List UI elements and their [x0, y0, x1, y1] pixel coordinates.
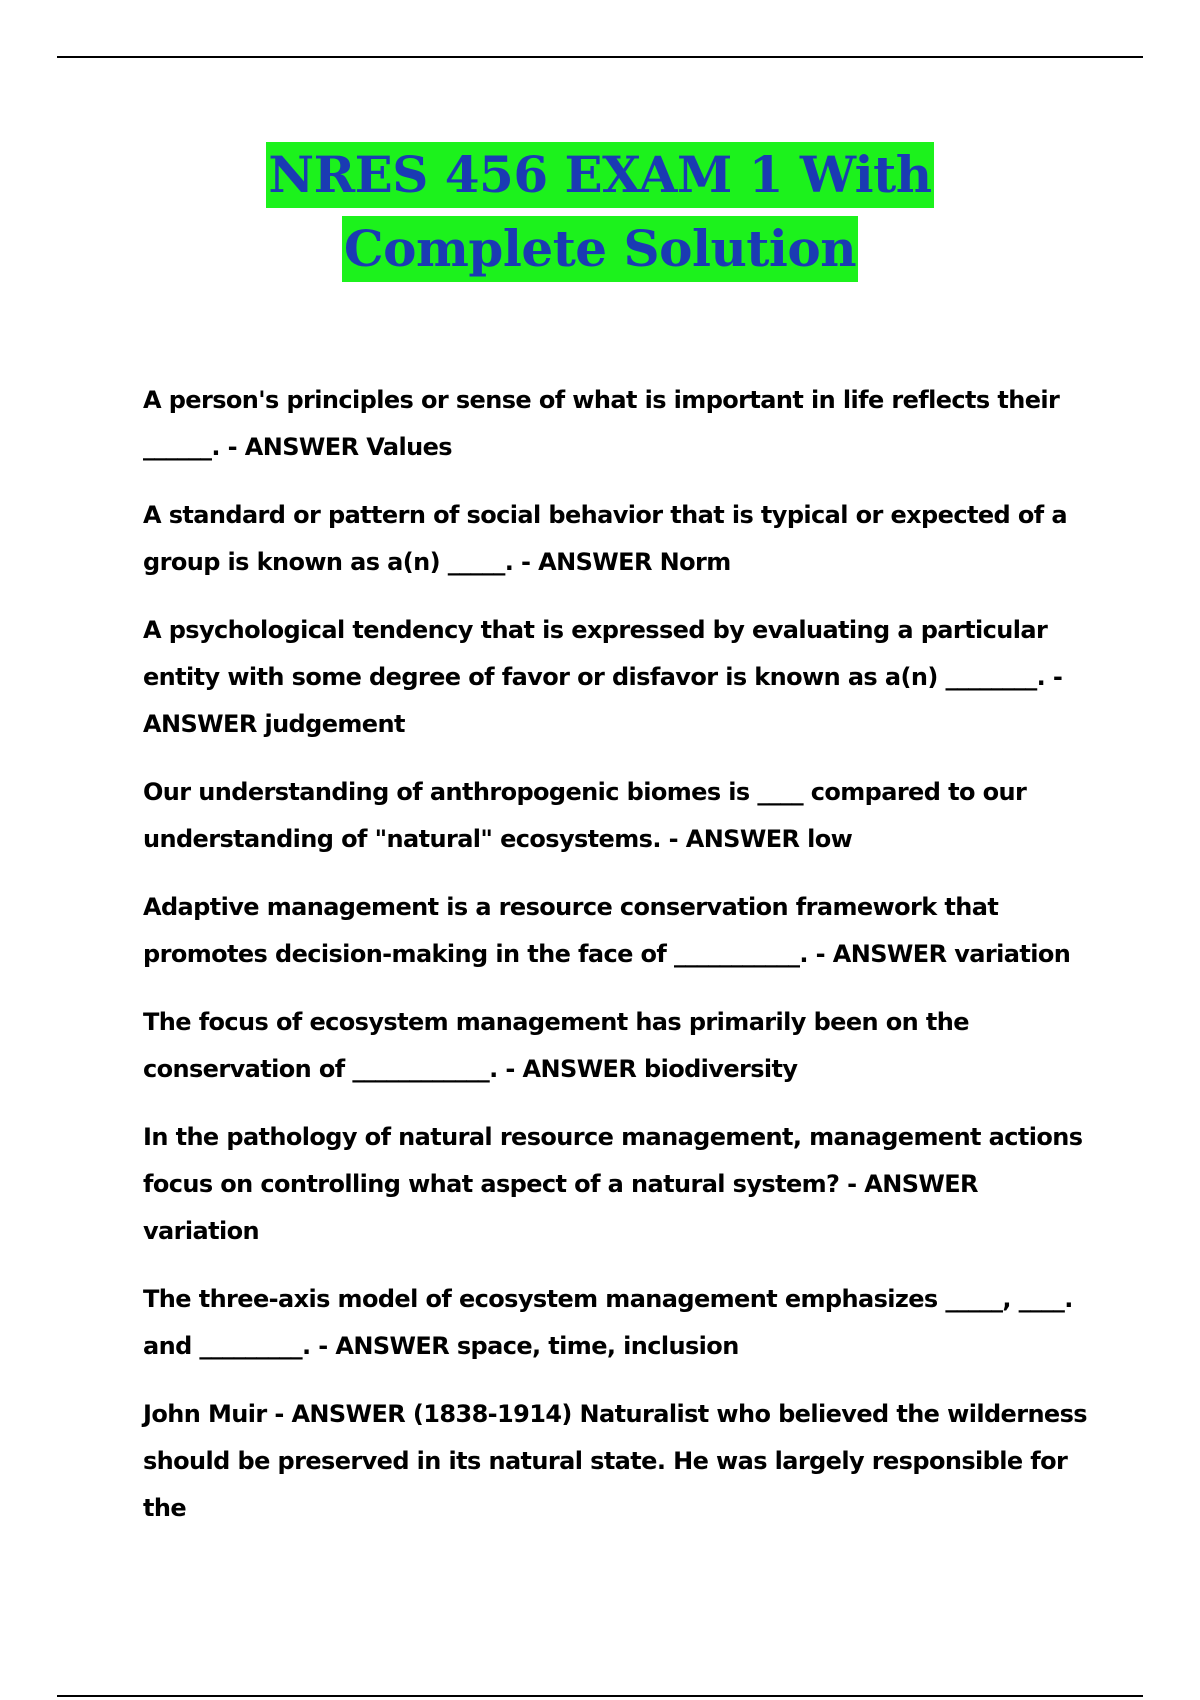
question-answer-list: [143, 377, 1093, 1553]
qa-item: Our understanding of anthropogenic biomes is ____ compared to our understanding of "natural" ecosystems. - ANSWER low: [143, 778, 1027, 853]
qa-item: In the pathology of natural resource management, management actions focus on controlling what aspect of a natural system? - ANSWER variation: [143, 1123, 1083, 1245]
qa-item: The three-axis model of ecosystem management emphasizes _____, ____. and _________. - ANSWER space, time, inclusion: [143, 1285, 1073, 1360]
qa-item: A standard or pattern of social behavior that is typical or expected of a group is known as a(n) _____. - ANSWER Norm: [143, 501, 1067, 576]
qa-item: The focus of ecosystem management has primarily been on the conservation of ____________. - ANSWER biodiversity: [143, 1008, 969, 1083]
title-line-2: Complete Solution: [342, 216, 858, 282]
bottom-rule: [57, 1695, 1143, 1697]
document-title: [0, 142, 1200, 282]
qa-item: John Muir - ANSWER (1838-1914) Naturalist who believed the wilderness should be preserved in its natural state. He was largely responsible for the: [143, 1400, 1087, 1522]
qa-item: Adaptive management is a resource conservation framework that promotes decision-making in the face of ___________. - ANSWER variation: [143, 893, 1071, 968]
top-rule: [57, 56, 1143, 58]
title-line-1: NRES 456 EXAM 1 With: [266, 142, 933, 208]
qa-item: A person's principles or sense of what is important in life reflects their ______. - ANSWER Values: [143, 386, 1060, 461]
qa-item: A psychological tendency that is expressed by evaluating a particular entity with some degree of favor or disfavor is known as a(n) ________. - ANSWER judgement: [143, 616, 1063, 738]
